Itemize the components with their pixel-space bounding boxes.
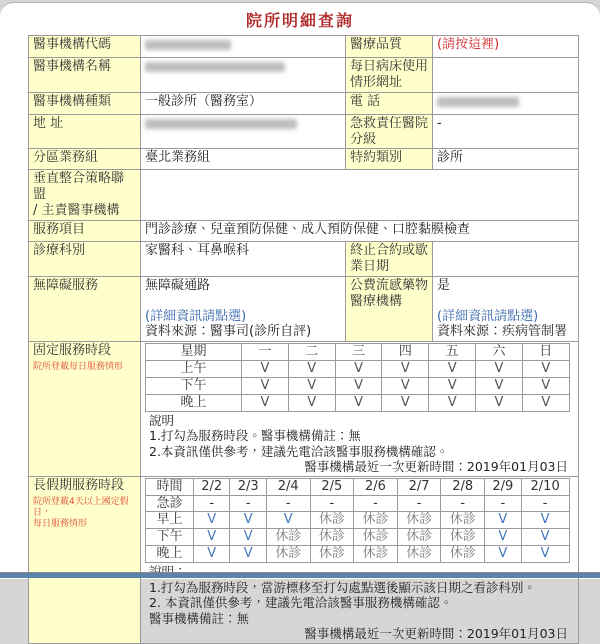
terminate-date-label: 終止合約或歇業日期 xyxy=(346,242,433,277)
row-address xyxy=(29,114,579,149)
holiday-mark-cell: - xyxy=(194,495,230,512)
row-fixed-schedule xyxy=(29,342,579,476)
holiday-mark-cell: 休診 xyxy=(354,529,398,546)
code-value-cell xyxy=(141,36,346,58)
holiday-schedule-table xyxy=(145,478,570,563)
alliance-label-line2: / 主責醫事機構 xyxy=(33,203,120,219)
holiday-row-label: 急診 xyxy=(146,495,194,512)
holiday-mark-cell: 休診 xyxy=(397,529,441,546)
holiday-mark-cell[interactable]: V xyxy=(230,529,266,546)
row-departments xyxy=(29,242,579,277)
fixed-mark-cell: V xyxy=(382,378,429,395)
fixed-mark-cell: V xyxy=(522,361,569,378)
holiday-mark-cell: 休診 xyxy=(397,512,441,529)
holiday-date-header: 2/8 xyxy=(441,478,485,495)
holiday-mark-cell: 休診 xyxy=(310,529,354,546)
holiday-mark-cell: 休診 xyxy=(397,546,441,563)
fixed-mark-cell: V xyxy=(476,378,523,395)
services-label: 服務項目 xyxy=(29,221,141,242)
holiday-mark-cell: 休診 xyxy=(441,529,485,546)
fixed-mark-cell: V xyxy=(522,378,569,395)
holiday-header-row xyxy=(146,478,570,495)
holiday-row-label: 下午 xyxy=(146,529,194,546)
redacted-address-value xyxy=(145,119,297,129)
accessibility-source: 資料來源：醫事司(診所自評) xyxy=(145,324,312,340)
holiday-mark-cell[interactable]: V xyxy=(485,546,521,563)
holiday-mark-cell[interactable]: V xyxy=(485,529,521,546)
flu-source: 資料來源：疾病管制署 xyxy=(437,324,568,340)
fixed-mark-cell: V xyxy=(429,394,476,411)
phone-label: 電 話 xyxy=(346,92,433,114)
fixed-mark-cell: V xyxy=(476,361,523,378)
bed-usage-label: 每日病床使用情形網址 xyxy=(346,58,433,93)
fixed-mark-cell: V xyxy=(288,361,335,378)
contract-type-value: 診所 xyxy=(433,149,579,170)
holiday-mark-cell: - xyxy=(441,495,485,512)
holiday-mark-cell[interactable]: V xyxy=(521,546,569,563)
name-label: 醫事機構名稱 xyxy=(29,58,141,93)
address-value-cell xyxy=(141,114,346,149)
fixed-schedule-label-cell xyxy=(29,342,141,476)
fixed-mark-cell: V xyxy=(382,394,429,411)
fixed-day-header: 一 xyxy=(242,344,289,361)
quality-link[interactable]: (請按這裡) xyxy=(437,37,500,52)
holiday-date-header: 2/10 xyxy=(521,478,569,495)
holiday-mark-cell: - xyxy=(521,495,569,512)
alliance-label-line1: 垂直整合策略聯盟 xyxy=(33,171,125,203)
holiday-mark-cell[interactable]: V xyxy=(194,546,230,563)
row-name xyxy=(29,58,579,93)
fixed-schedule-notes xyxy=(145,412,574,475)
terminate-date-value-cell xyxy=(433,242,579,277)
holiday-schedule-update-time: 醫事機構最近一次更新時間：2019年01月03日 xyxy=(304,626,568,642)
note-line: 1.打勾為服務時段，當游標移至打勾處點選後顯示該日期之看診科別。 xyxy=(149,579,536,595)
fixed-mark-cell: V xyxy=(288,394,335,411)
fixed-row-label: 上午 xyxy=(146,361,242,378)
holiday-mark-cell: 休診 xyxy=(310,546,354,563)
holiday-date-header: 2/3 xyxy=(230,478,266,495)
holiday-mark-cell: - xyxy=(230,495,266,512)
fixed-mark-cell: V xyxy=(335,361,382,378)
fixed-afternoon-row xyxy=(146,378,570,395)
accessibility-value: 無障礙通路 xyxy=(145,277,211,293)
departments-value: 家醫科、耳鼻喉科 xyxy=(141,242,346,277)
holiday-mark-cell[interactable]: V xyxy=(194,529,230,546)
emergency-level-value: - xyxy=(433,114,579,149)
alliance-label xyxy=(29,170,141,221)
redacted-code-value xyxy=(145,40,231,50)
fixed-schedule-table xyxy=(145,343,570,411)
fixed-day-header: 日 xyxy=(522,344,569,361)
holiday-schedule-cell xyxy=(141,476,579,643)
fixed-schedule-cell xyxy=(141,342,579,476)
flu-institution-value: 是 xyxy=(437,277,451,293)
phone-value-cell xyxy=(433,92,579,114)
fixed-mark-cell: V xyxy=(242,394,289,411)
accessibility-value-cell xyxy=(141,276,346,342)
holiday-mark-cell: 休診 xyxy=(310,512,354,529)
holiday-afternoon-row xyxy=(146,529,570,546)
holiday-mark-cell: 休診 xyxy=(354,546,398,563)
emergency-level-label: 急救責任醫院分級 xyxy=(346,114,433,149)
holiday-mark-cell: 休診 xyxy=(441,512,485,529)
holiday-date-header: 2/6 xyxy=(354,478,398,495)
holiday-mark-cell: 休診 xyxy=(354,512,398,529)
fixed-schedule-update-time: 醫事機構最近一次更新時間：2019年01月03日 xyxy=(304,459,568,475)
holiday-mark-cell: 休診 xyxy=(266,546,310,563)
holiday-date-header: 2/4 xyxy=(266,478,310,495)
fixed-header-week: 星期 xyxy=(146,344,242,361)
quality-label: 醫療品質 xyxy=(346,36,433,58)
fixed-mark-cell: V xyxy=(382,361,429,378)
holiday-subnote-line2: 每日服務情形 xyxy=(33,519,88,530)
page-title: 院所明細查詢 xyxy=(245,11,354,30)
quality-link-cell xyxy=(433,36,579,58)
division-label: 分區業務組 xyxy=(29,149,141,170)
row-accessibility xyxy=(29,276,579,342)
holiday-er-row xyxy=(146,495,570,512)
holiday-mark-cell[interactable]: V xyxy=(230,512,266,529)
spacer xyxy=(145,294,341,309)
code-label: 醫事機構代碼 xyxy=(29,36,141,58)
holiday-mark-cell: - xyxy=(485,495,521,512)
services-value: 門診診療、兒童預防保健、成人預防保健、口腔黏膜檢查 xyxy=(141,221,579,242)
note-line: 醫事機構備註：無 xyxy=(149,610,250,626)
fixed-schedule-label: 固定服務時段 xyxy=(33,343,112,359)
contract-type-label: 特約類別 xyxy=(346,149,433,170)
holiday-mark-cell: 休診 xyxy=(441,546,485,563)
fixed-mark-cell: V xyxy=(288,378,335,395)
holiday-mark-cell[interactable]: V xyxy=(194,512,230,529)
name-value-cell xyxy=(141,58,346,93)
fixed-mark-cell: V xyxy=(522,394,569,411)
row-holiday-schedule xyxy=(29,476,579,643)
redacted-name-value xyxy=(145,62,285,72)
row-division xyxy=(29,149,579,170)
redacted-phone-value xyxy=(437,97,519,107)
holiday-mark-cell: 休診 xyxy=(266,529,310,546)
flu-institution-cell xyxy=(433,276,579,342)
note-line: 1.打勾為服務時段。醫事機構備註：無 xyxy=(149,428,361,444)
holiday-date-header: 2/9 xyxy=(485,478,521,495)
holiday-mark-cell[interactable]: V xyxy=(266,512,310,529)
fixed-day-header: 三 xyxy=(335,344,382,361)
holiday-mark-cell[interactable]: V xyxy=(521,512,569,529)
fixed-day-header: 六 xyxy=(476,344,523,361)
holiday-evening-row xyxy=(146,546,570,563)
fixed-morning-row xyxy=(146,361,570,378)
type-value: 一般診所（醫務室） xyxy=(141,92,346,114)
holiday-date-header: 2/2 xyxy=(194,478,230,495)
window-bottom-edge xyxy=(0,572,600,578)
holiday-schedule-label: 長假期服務時段 xyxy=(33,477,125,493)
fixed-row-label: 晚上 xyxy=(146,394,242,411)
row-alliance xyxy=(29,170,579,221)
fixed-row-label: 下午 xyxy=(146,378,242,395)
fixed-evening-row xyxy=(146,394,570,411)
row-services xyxy=(29,221,579,242)
holiday-mark-cell: - xyxy=(266,495,310,512)
holiday-morning-row xyxy=(146,512,570,529)
note-line: 2.本資訊僅供參考，建議先電洽該醫事服務機構確認。 xyxy=(149,443,449,459)
note-line: 2. 本資訊僅供參考，建議先電洽該醫事服務機構確認。 xyxy=(149,595,453,611)
departments-label: 診療科別 xyxy=(29,242,141,277)
holiday-schedule-subnote xyxy=(33,497,136,531)
clinic-detail-table xyxy=(28,35,579,644)
spacer xyxy=(437,294,574,309)
holiday-row-label: 晚上 xyxy=(146,546,194,563)
alliance-value-cell xyxy=(141,170,579,221)
holiday-row-label: 早上 xyxy=(146,512,194,529)
row-type xyxy=(29,92,579,114)
fixed-day-header: 四 xyxy=(382,344,429,361)
fixed-schedule-subnote: 院所登載每日服務情形 xyxy=(33,362,124,373)
fixed-header-row xyxy=(146,344,570,361)
holiday-header-time: 時間 xyxy=(146,478,194,495)
content-page xyxy=(0,2,600,642)
accessibility-label: 無障礙服務 xyxy=(29,276,141,342)
holiday-date-header: 2/7 xyxy=(397,478,441,495)
holiday-mark-cell[interactable]: V xyxy=(230,546,266,563)
fixed-mark-cell: V xyxy=(476,394,523,411)
fixed-day-header: 二 xyxy=(288,344,335,361)
holiday-date-header: 2/5 xyxy=(310,478,354,495)
fixed-mark-cell: V xyxy=(242,378,289,395)
bed-usage-value-cell xyxy=(433,58,579,93)
fixed-mark-cell: V xyxy=(335,378,382,395)
division-value: 臺北業務組 xyxy=(141,149,346,170)
holiday-schedule-label-cell xyxy=(29,476,141,643)
holiday-subnote-line1: 院所登載4天以上國定假日， xyxy=(33,496,129,518)
flu-institution-label: 公費流感藥物醫療機構 xyxy=(346,276,433,342)
fixed-mark-cell: V xyxy=(242,361,289,378)
holiday-mark-cell: - xyxy=(310,495,354,512)
holiday-mark-cell: - xyxy=(397,495,441,512)
flu-detail-link[interactable]: (詳細資訊請點選) xyxy=(437,308,539,324)
holiday-mark-cell: - xyxy=(354,495,398,512)
type-label: 醫事機構種類 xyxy=(29,92,141,114)
holiday-mark-cell[interactable]: V xyxy=(521,529,569,546)
fixed-mark-cell: V xyxy=(429,378,476,395)
fixed-day-header: 五 xyxy=(429,344,476,361)
row-code xyxy=(29,36,579,58)
accessibility-detail-link[interactable]: (詳細資訊請點選) xyxy=(145,308,247,324)
address-label: 地 址 xyxy=(29,114,141,149)
fixed-mark-cell: V xyxy=(429,361,476,378)
note-line: 說明 xyxy=(149,412,175,428)
fixed-mark-cell: V xyxy=(335,394,382,411)
holiday-mark-cell[interactable]: V xyxy=(485,512,521,529)
